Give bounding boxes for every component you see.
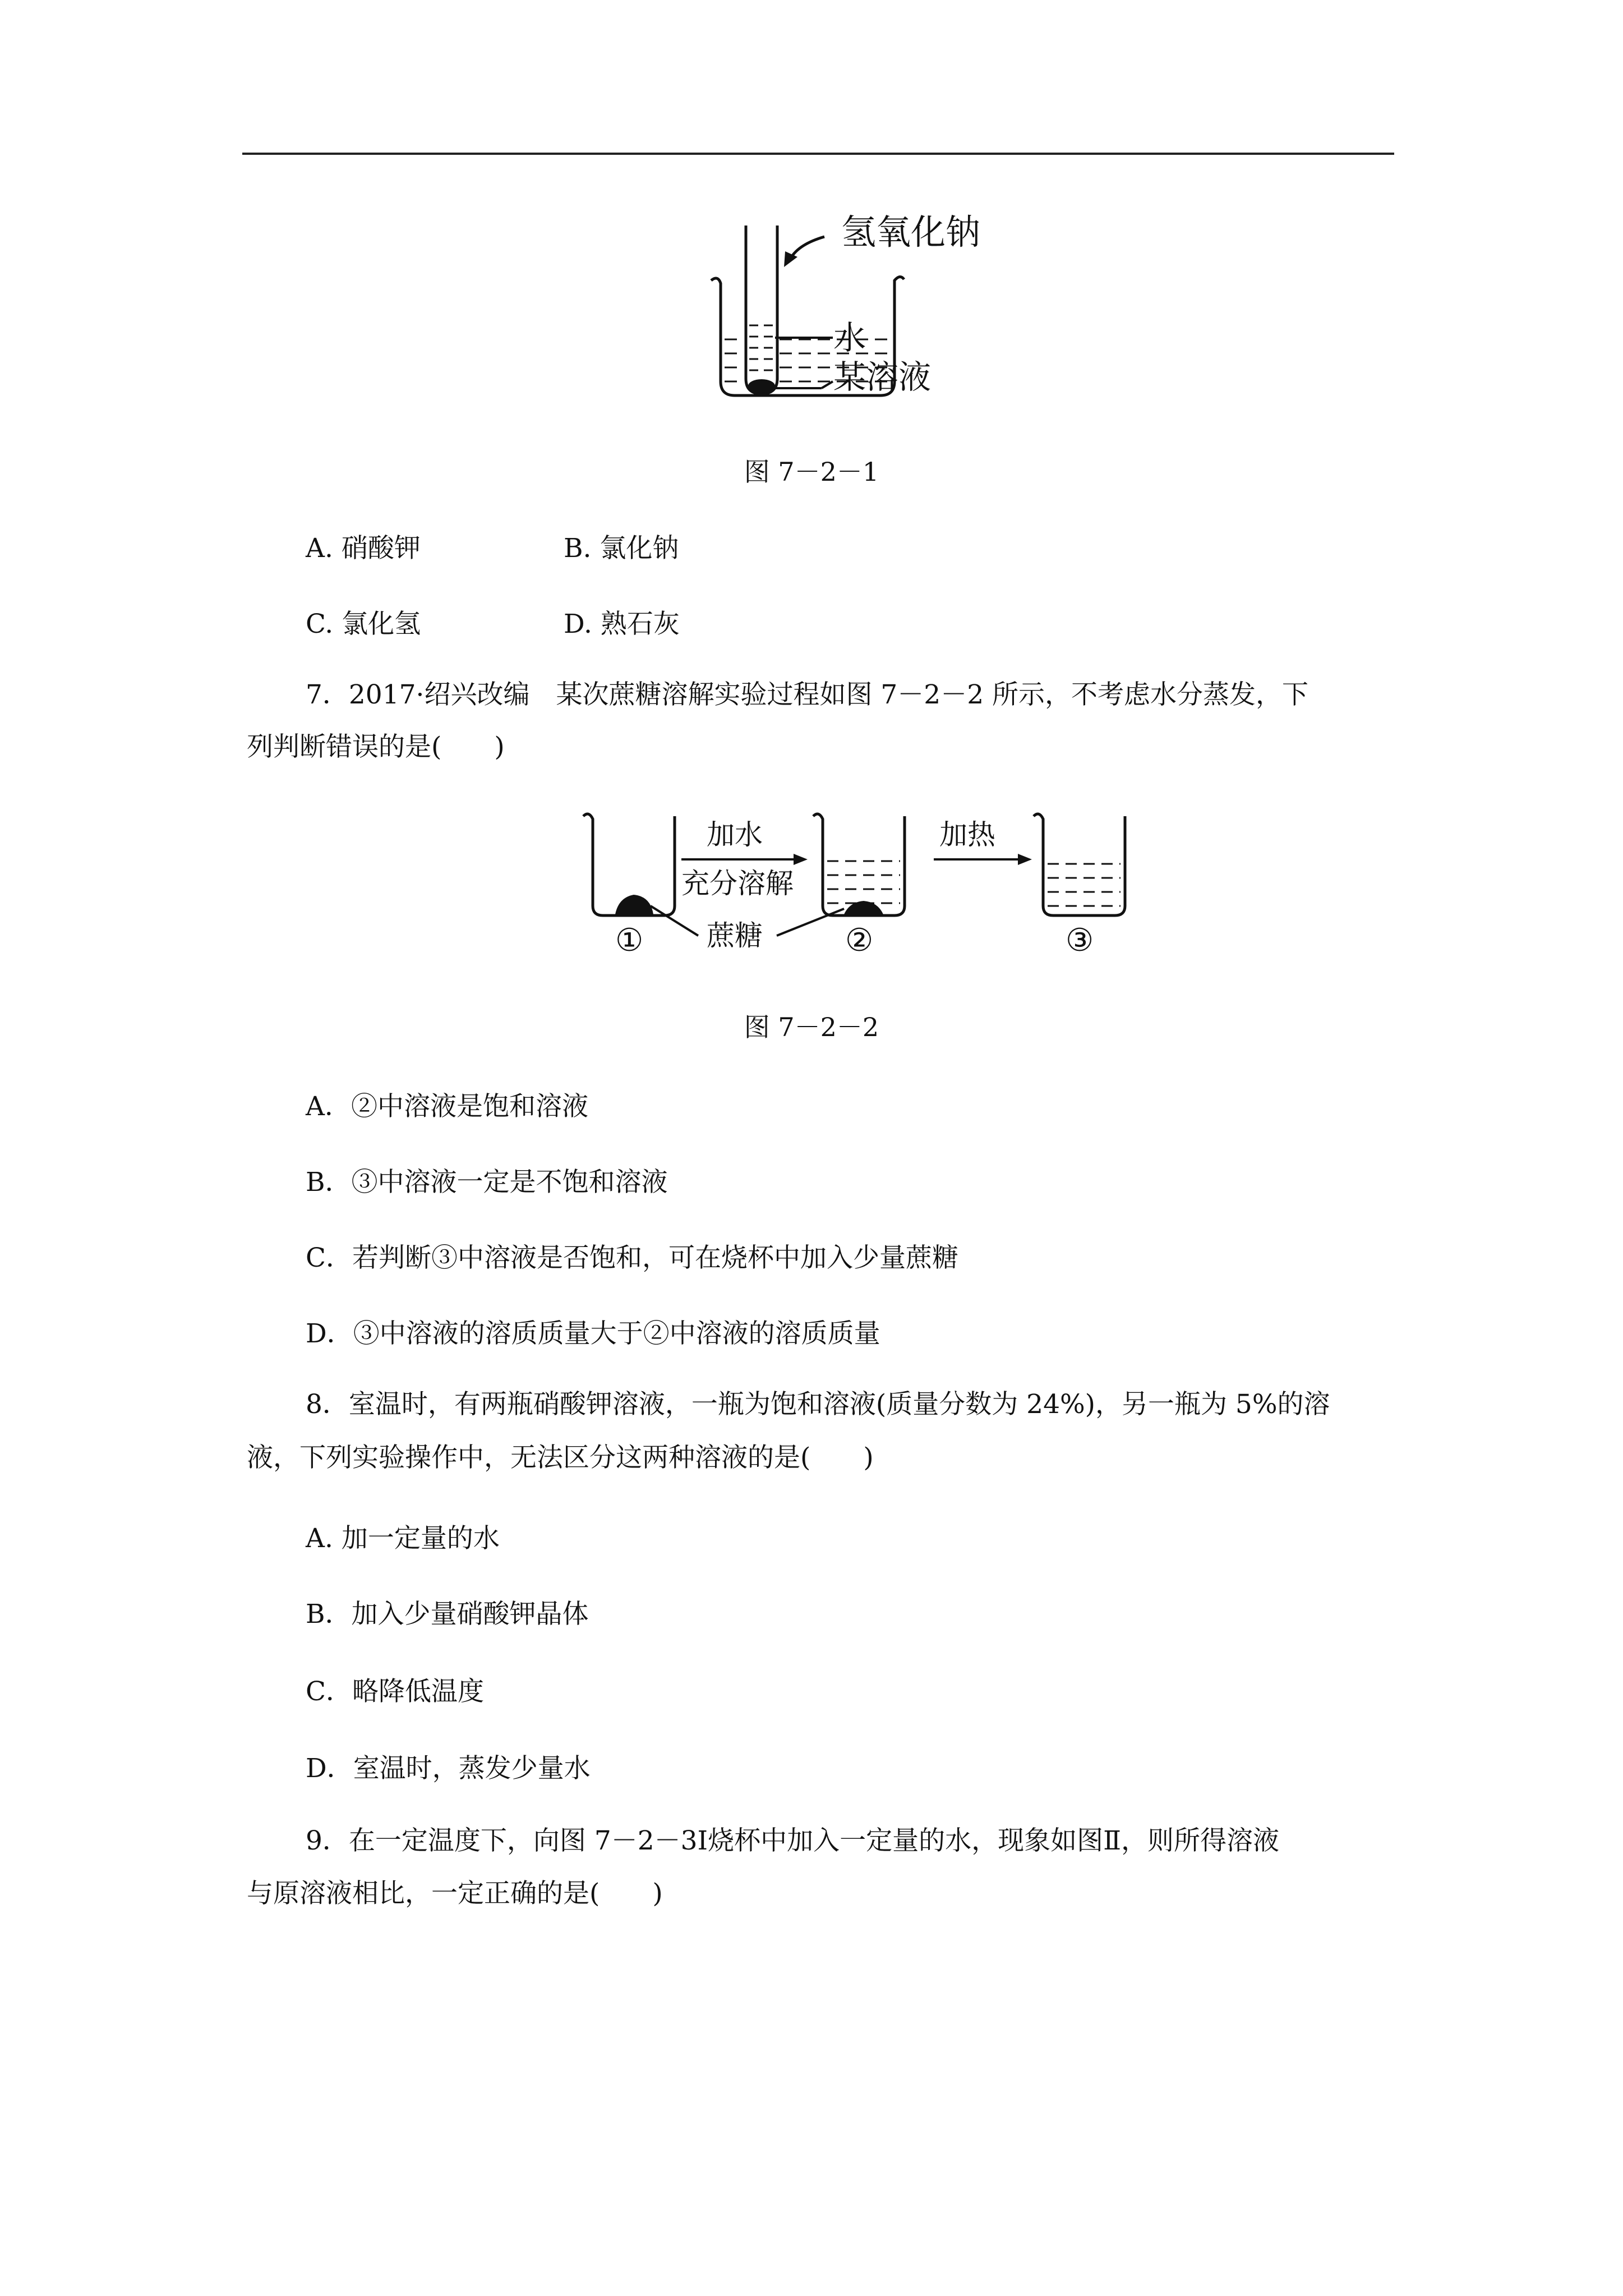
figure-7-2-2 <box>580 808 1130 959</box>
q8-option-b: B．加入少量硝酸钾晶体 <box>306 1599 589 1630</box>
q8-option-d: D．室温时，蒸发少量水 <box>306 1753 591 1784</box>
q8-option-c: C．略降低温度 <box>306 1676 484 1707</box>
q8-stem-line1: 8．室温时，有两瓶硝酸钾溶液，一瓶为饱和溶液(质量分数为 24%)，另一瓶为 5%的溶 <box>306 1389 1330 1420</box>
figure-7-2-1-caption: 图 7－2－1 <box>744 457 879 487</box>
label-beaker-3: ③ <box>1066 922 1094 959</box>
label-naoh: 氢氧化钠 <box>841 211 981 252</box>
q6-option-c: C. 氯化氢 <box>306 609 421 639</box>
figure-7-2-1 <box>707 213 998 404</box>
label-beaker-1: ① <box>615 922 644 959</box>
q9-stem-line1: 9．在一定温度下，向图 7－2－3Ⅰ烧杯中加入一定量的水，现象如图Ⅱ，则所得溶液 <box>306 1825 1280 1856</box>
q7-option-b: B．③中溶液一定是不饱和溶液 <box>306 1167 668 1198</box>
label-sugar: 蔗糖 <box>707 919 763 952</box>
q6-option-d: D. 熟石灰 <box>564 609 680 639</box>
q6-option-a: A. 硝酸钾 <box>306 533 421 564</box>
q8-stem-line2: 液，下列实验操作中，无法区分这两种溶液的是( ) <box>247 1442 874 1473</box>
label-dissolve: 充分溶解 <box>681 867 794 900</box>
q7-option-d: D．③中溶液的溶质质量大于②中溶液的溶质质量 <box>306 1318 880 1349</box>
q8-option-a: A. 加一定量的水 <box>306 1523 500 1554</box>
label-water: 水 <box>833 319 866 357</box>
q6-option-b: B. 氯化钠 <box>564 533 679 564</box>
label-heat: 加热 <box>939 818 995 851</box>
q7-stem-line2: 列判断错误的是( ) <box>247 731 505 762</box>
q7-stem-line1: 7．2017·绍兴改编 某次蔗糖溶解实验过程如图 7－2－2 所示，不考虑水分蒸发，下 <box>306 679 1309 710</box>
q7-option-c: C．若判断③中溶液是否饱和，可在烧杯中加入少量蔗糖 <box>306 1243 958 1273</box>
label-solution: 某溶液 <box>833 358 932 396</box>
label-beaker-2: ② <box>845 922 874 959</box>
q7-option-a: A．②中溶液是饱和溶液 <box>306 1091 588 1122</box>
label-add-water: 加水 <box>707 818 763 851</box>
figure-7-2-2-caption: 图 7－2－2 <box>744 1012 879 1042</box>
q9-stem-line2: 与原溶液相比，一定正确的是( ) <box>247 1878 663 1909</box>
header-rule <box>242 153 1394 155</box>
